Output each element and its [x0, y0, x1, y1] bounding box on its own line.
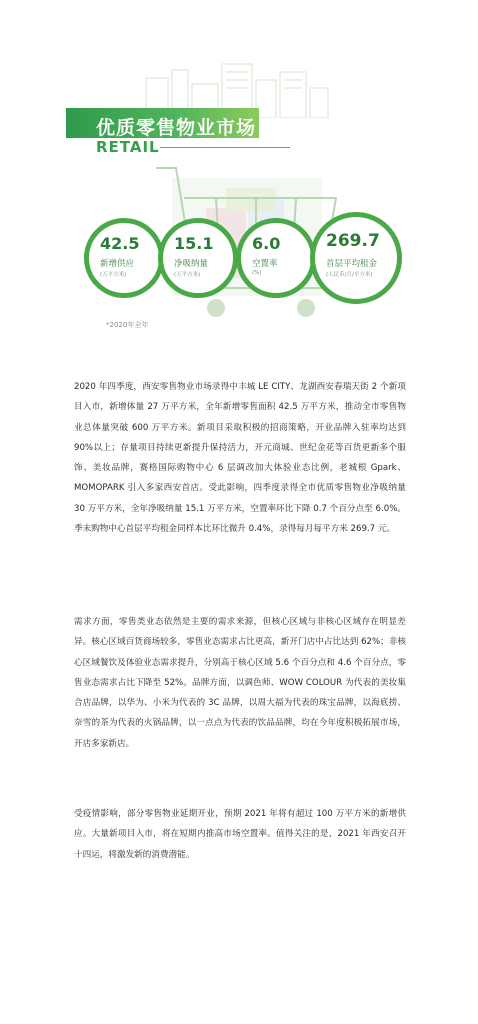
stat-label: 净吸纳量 — [174, 259, 209, 269]
stat-ground-floor-rent — [310, 212, 402, 304]
stat-value: 15.1 — [174, 234, 214, 253]
stat-net-absorption — [158, 218, 238, 298]
stat-label: 新增供应 — [100, 259, 135, 269]
stat-vacancy-rate — [236, 218, 316, 298]
stat-value: 42.5 — [100, 234, 140, 253]
stat-label: 首层平均租金 — [326, 259, 378, 269]
paragraph: 2020 年四季度，西安零售物业市场录得中丰城 LE CITY、龙湖西安春瑞天街 2 个新项目入市，新增体量 27 万平方米，全年新增零售面积 42.5 万平方米，推动全市零售物业总体量突破 600 万平方米。新项目采取积极的招商策略，开业品牌入驻率均达到 90%以上；存量项目持续更新提升保持活力，开元商城、世纪金花等百货更新多个服饰、美妆品牌，赛格国际购物中心 6 层调改加大体验业态比例，老城根 Gpark、MOMOPARK 引入多家西安首店。受此影响，四季度录得全市优质零售物业净吸纳量 30 万平方米，全年净吸纳量 15.1 万平方米，空置率环比下降 0.7 个百分点至 6.0%。季末购物中心首层平均租金同样本比环比微升 0.4%，录得每月每平方米 269.7 元。 — [74, 382, 406, 535]
stat-unit: (万平方米) — [100, 272, 127, 278]
stat-new-supply — [84, 218, 164, 298]
stat-value: 269.7 — [326, 231, 380, 251]
page-title: 优质零售物业市场 — [96, 117, 257, 139]
stat-label: 空置率 — [252, 259, 278, 269]
stat-unit: (万平方米) — [174, 272, 201, 278]
stat-value: 6.0 — [252, 234, 281, 253]
stat-unit: (人民币/月/平方米) — [326, 272, 373, 278]
hero-banner — [66, 58, 414, 358]
stat-unit: (%) — [252, 270, 262, 276]
paragraph: 受疫情影响，部分零售物业延期开业，预期 2021 年将有超过 100 万平方米的新增供应。大量新项目入市，将在短期内推高市场空置率。值得关注的是，2021 年西安召开十四运，将激发新的消费潜能。 — [74, 809, 406, 860]
paragraph: 需求方面，零售类业态依然是主要的需求来源，但核心区域与非核心区域存在明显差异。核心区域百货商场较多，零售业态需求占比更高，新开门店中占比达到 62%；非核心区域餐饮及体验业态需求提升，分别高于核心区域 5.6 个百分点和 4.6 个百分点，零售业态需求占比下降至 52%。品牌方面，以调色师、WOW COLOUR 为代表的美妆集合店品牌，以华为、小米为代表的 3C 品牌，以周大福为代表的珠宝品牌，以海底捞、奈雪的茶为代表的火锅品牌，以一点点为代表的饮品品牌，均在今年度积极拓展市场，开店多家新店。 — [74, 617, 406, 749]
footnote: *2020年全年 — [106, 321, 149, 329]
page-subtitle: RETAIL — [96, 138, 160, 156]
